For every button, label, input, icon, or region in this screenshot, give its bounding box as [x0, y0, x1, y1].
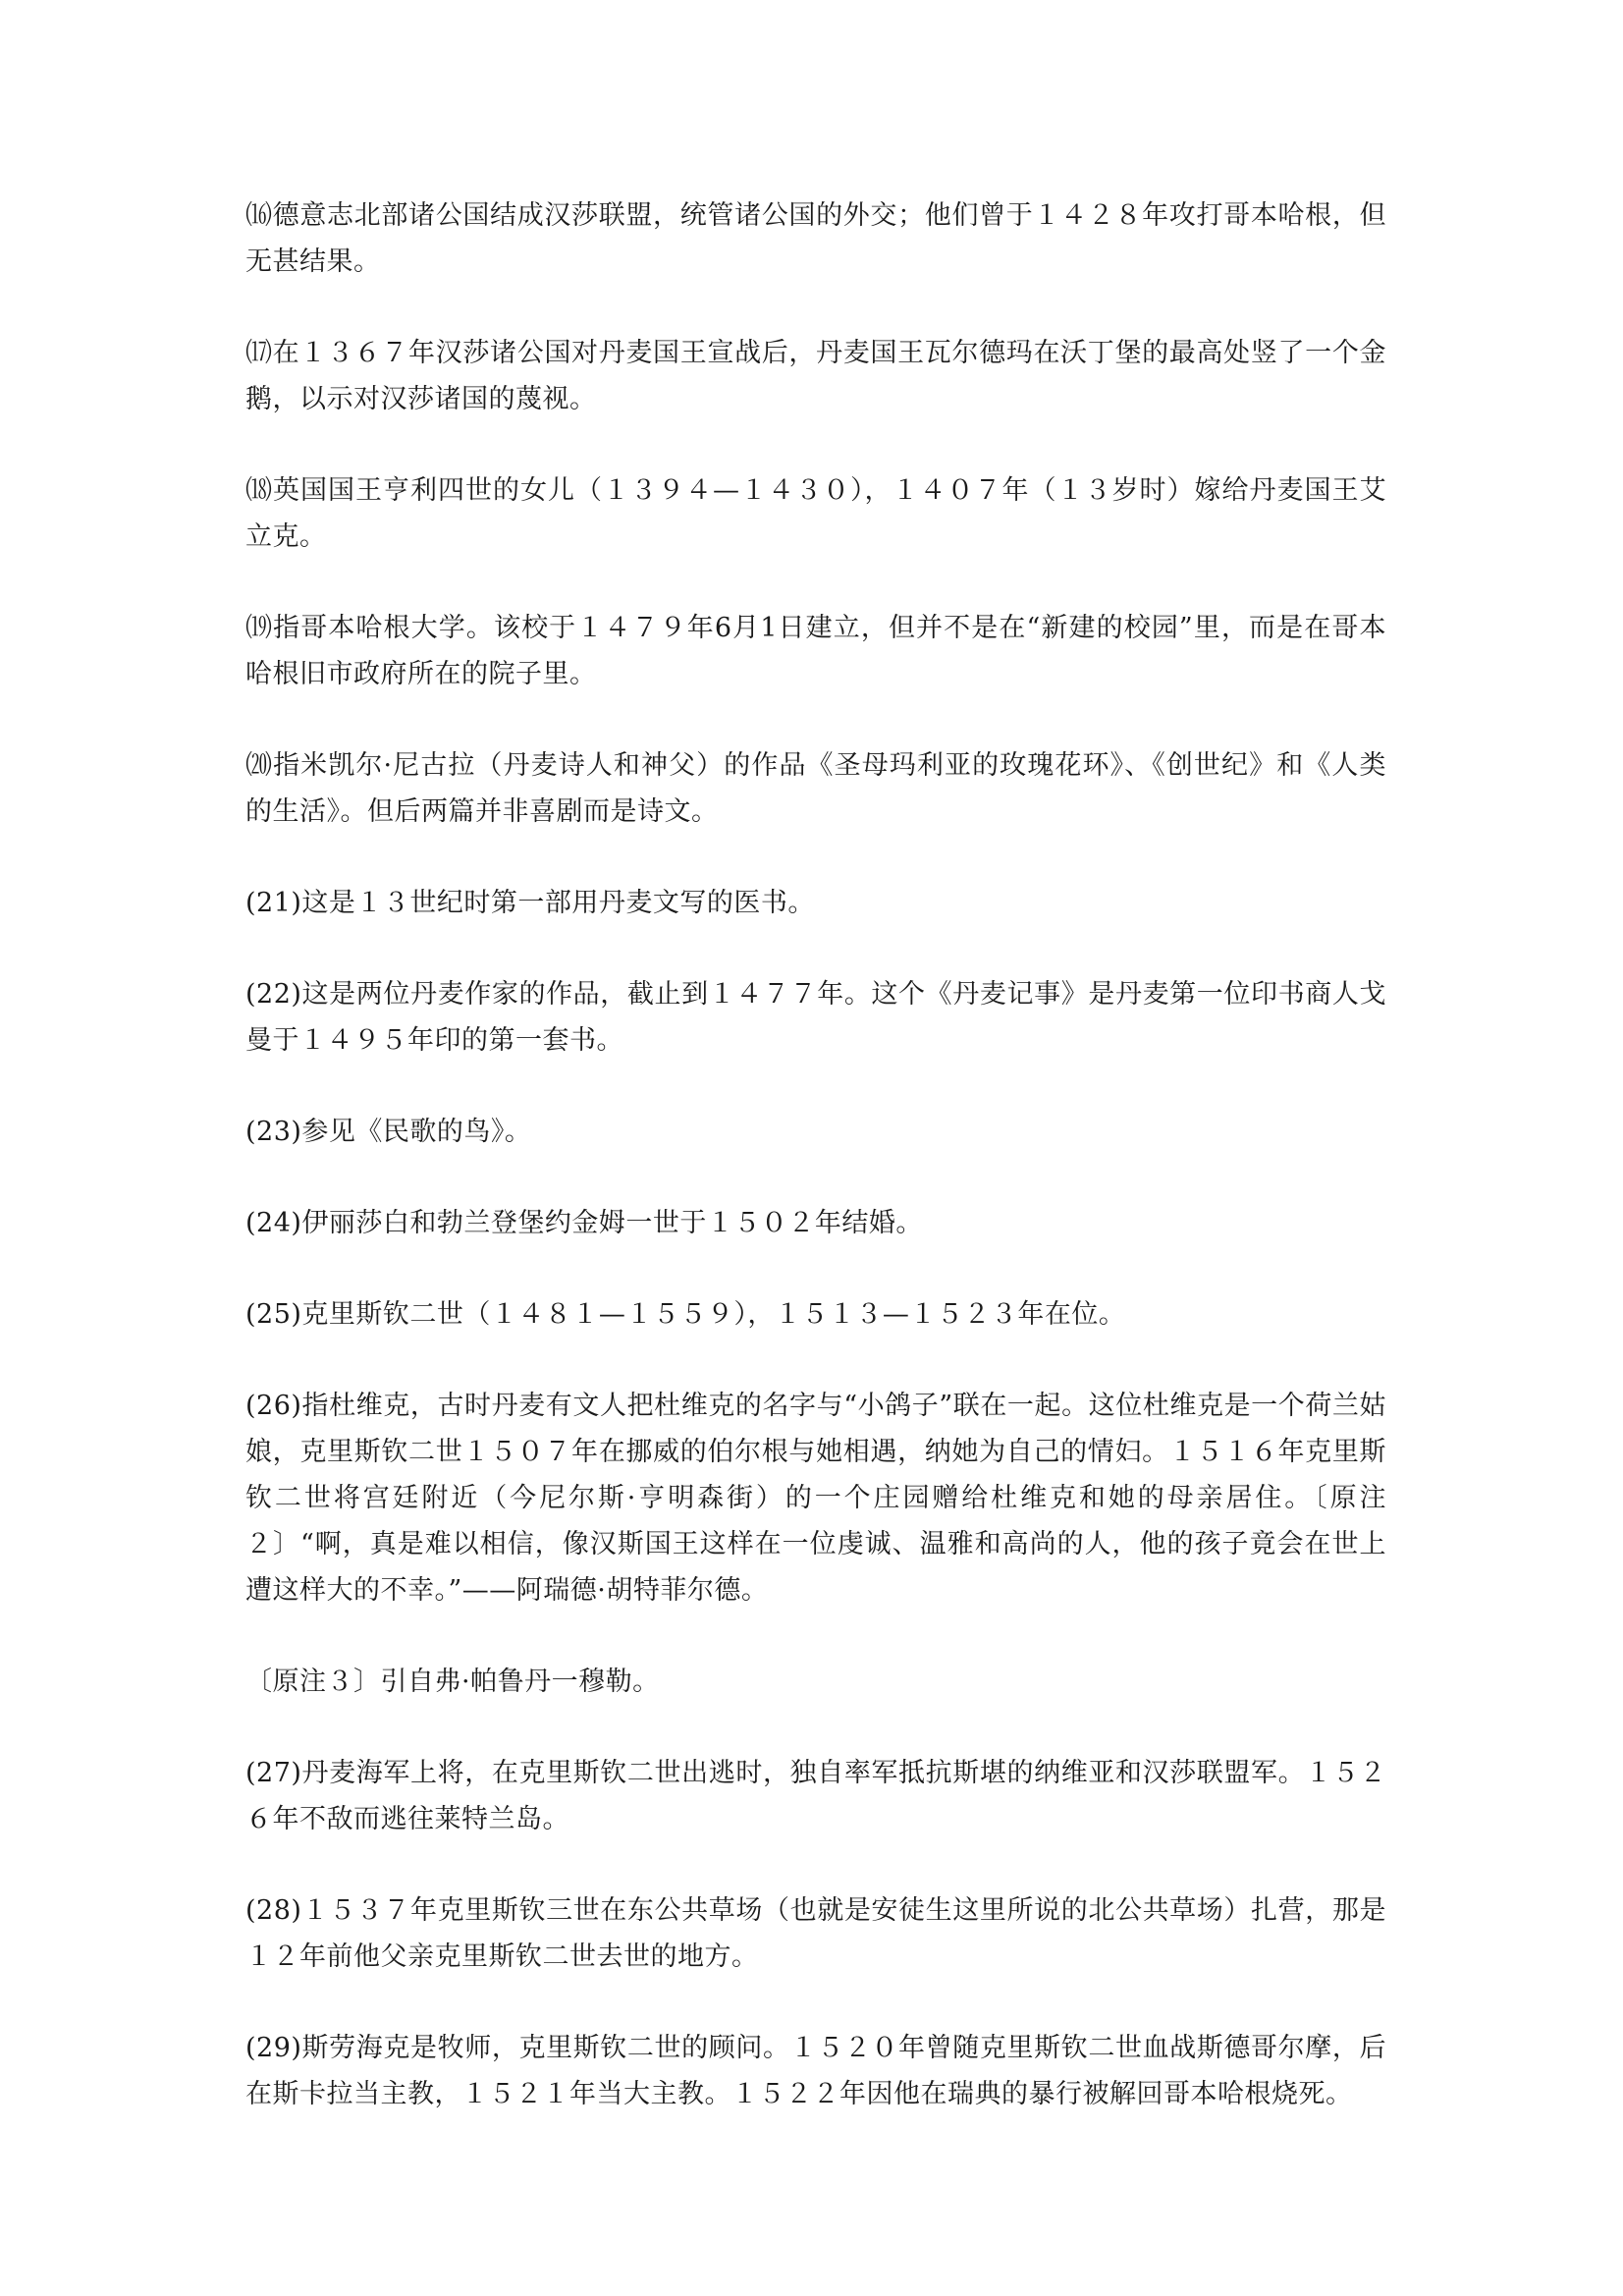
footnotes-list [245, 192, 1386, 2162]
footnote-19: ⒆指哥本哈根大学。该校于１４７９年6月1日建立，但并不是在“新建的校园”里，而是在哥本哈根旧市政府所在的院子里。 [245, 613, 1386, 689]
footnote-17: ⒄在１３６７年汉莎诸公国对丹麦国王宣战后，丹麦国王瓦尔德玛在沃丁堡的最高处竖了一个金鹅，以示对汉莎诸国的蔑视。 [245, 338, 1386, 414]
footnote-24: (24)伊丽莎白和勃兰登堡约金姆一世于１５０２年结婚。 [245, 1208, 923, 1238]
footnote-16: ⒃德意志北部诸公国结成汉莎联盟，统管诸公国的外交；他们曾于１４２８年攻打哥本哈根，但无甚结果。 [245, 200, 1386, 277]
footnote-18: ⒅英国国王亨利四世的女儿（１３９４—１４３０），１４０７年（１３岁时）嫁给丹麦国王艾立克。 [245, 475, 1386, 552]
footnote-23: (23)参见《民歌的鸟》。 [245, 1117, 532, 1147]
footnote-28: (28)１５３７年克里斯钦三世在东公共草场（也就是安徒生这里所说的北公共草场）扎营，那是１２年前他父亲克里斯钦二世去世的地方。 [245, 1895, 1386, 1972]
footnote-29: (29)斯劳海克是牧师，克里斯钦二世的顾问。１５２０年曾随克里斯钦二世血战斯德哥尔摩，后在斯卡拉当主教，１５２１年当大主教。１５２２年因他在瑞典的暴行被解回哥本哈根烧死。 [245, 2033, 1386, 2109]
footnote-22: (22)这是两位丹麦作家的作品，截止到１４７７年。这个《丹麦记事》是丹麦第一位印书商人戈曼于１４９５年印的第一套书。 [245, 979, 1386, 1056]
footnote-21: (21)这是１３世纪时第一部用丹麦文写的医书。 [245, 888, 815, 918]
footnote-25: (25)克里斯钦二世（１４８１—１５５９），１５１３—１５２３年在位。 [245, 1299, 1126, 1330]
original-note-3: 〔原注３〕引自弗·帕鲁丹一穆勒。 [245, 1667, 660, 1697]
footnote-27: (27)丹麦海军上将，在克里斯钦二世出逃时，独自率军抵抗斯堪的纳维亚和汉莎联盟军。１５２６年不敌而逃往莱特兰岛。 [245, 1758, 1386, 1834]
footnote-20: ⒇指米凯尔·尼古拉（丹麦诗人和神父）的作品《圣母玛利亚的玫瑰花环》、《创世纪》和《人类的生活》。但后两篇并非喜剧而是诗文。 [245, 750, 1386, 827]
footnote-26: (26)指杜维克，古时丹麦有文人把杜维克的名字与“小鸽子”联在一起。这位杜维克是一个荷兰姑娘，克里斯钦二世１５０７年在挪威的伯尔根与她相遇，纳她为自己的情妇。１５１６年克里斯钦二世将宫廷附近（今尼尔斯·亨明森街）的一个庄园赠给杜维克和她的母亲居住。〔原注２〕“啊，真是难以相信，像汉斯国王这样在一位虔诚、温雅和高尚的人，他的孩子竟会在世上遭这样大的不幸。”——阿瑞德·胡特菲尔德。 [245, 1391, 1386, 1606]
